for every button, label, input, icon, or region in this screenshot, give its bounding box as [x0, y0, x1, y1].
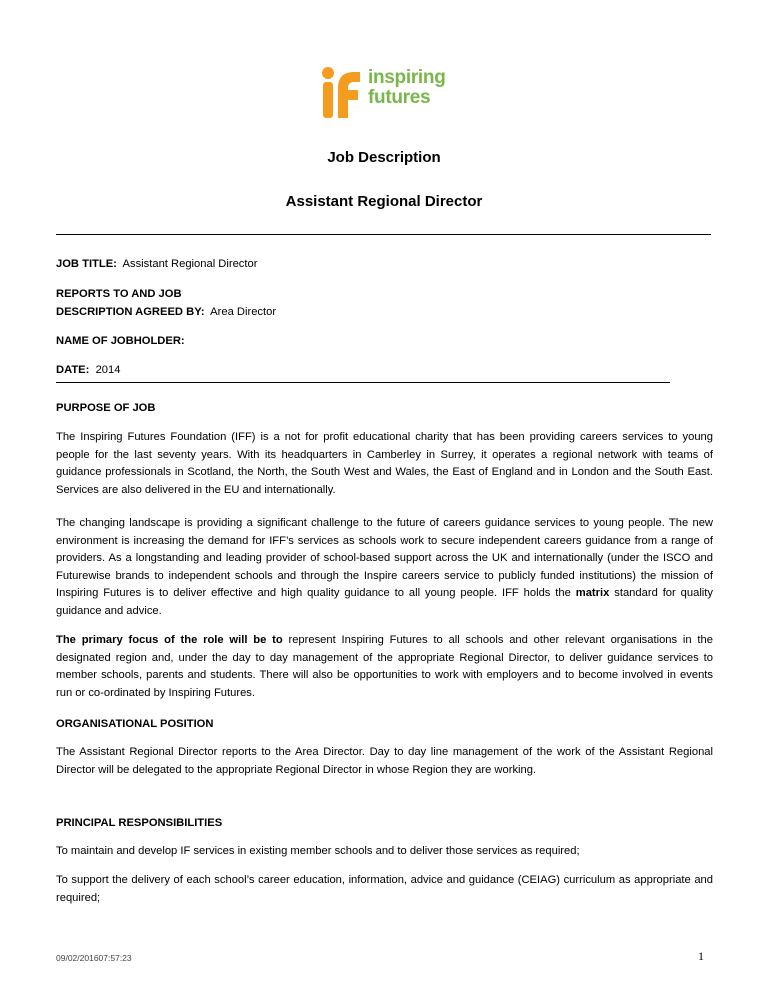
- purpose-p2-text: The changing landscape is providing a significant challenge to the future of careers guidance services to young people. The new environment is increasing the demand for IFF’s services as schools work to secure independent careers guidance from a range of providers. As a longstanding and leading provider of school-based support across the UK and internationally (under the ISCO and Futurewise brands to independent schools and through the Inspire careers service to publicly funded institutions) the mission of Inspiring Futures is to deliver effective and high quality guidance to all young people. IFF holds the: [56, 517, 713, 599]
- job-title-field: [56, 256, 713, 274]
- date-value: 2014: [95, 364, 121, 376]
- responsibility-item-2: To support the delivery of each school’s career education, information, advice and guidance (CEIAG) curriculum as appropriate and required;: [56, 874, 713, 904]
- purpose-p2-end: standard for quality guidance and advice.: [56, 587, 713, 617]
- inspiring-futures-logo: [320, 66, 450, 122]
- responsibilities-heading: PRINCIPAL RESPONSIBILITIES: [56, 817, 223, 829]
- jobholder-label: NAME OF JOBHOLDER:: [56, 335, 185, 347]
- reports-value: Area Director: [210, 305, 277, 318]
- jobholder-field: [56, 333, 713, 351]
- document-subtitle: Assistant Regional Director: [285, 193, 483, 210]
- job-title-value: Assistant Regional Director: [122, 258, 258, 270]
- reports-label-line-2: DESCRIPTION AGREED BY:: [56, 305, 205, 318]
- logo-line-2: futures: [368, 87, 431, 108]
- responsibility-item-1: To maintain and develop IF services in existing member schools and to deliver those services as required;: [56, 845, 580, 857]
- logo-line-1: inspiring: [368, 67, 446, 88]
- org-heading: ORGANISATIONAL POSITION: [56, 718, 214, 730]
- purpose-paragraph-3: [56, 632, 713, 702]
- matrix-term: matrix: [575, 587, 610, 599]
- purpose-p3-text: represent Inspiring Futures to all schools and other relevant organisations in the designated region and, under the day to day management of the appropriate Regional Director, to deliver guidance services to member schools, parents and students. There will also be opportunities to work with employers and to become involved in events run or co-ordinated by Inspiring Futures.: [56, 634, 713, 699]
- reports-to-field: [56, 286, 713, 321]
- purpose-heading: PURPOSE OF JOB: [56, 402, 156, 414]
- divider-fields: [56, 382, 670, 383]
- date-label: DATE:: [56, 364, 90, 376]
- org-paragraph: The Assistant Regional Director reports to the Area Director. Day to day line management of the work of the Assistant Regional Director will be delegated to the appropriate Regional Director in whose Region they are working.: [56, 746, 713, 776]
- page-number: 1: [698, 949, 704, 963]
- footer-timestamp: 09/02/201607:57:23: [56, 953, 132, 963]
- logo-wordmark: [368, 68, 446, 108]
- reports-label-line-1: REPORTS TO AND JOB: [56, 288, 182, 300]
- purpose-paragraph-2: [56, 515, 713, 620]
- document-title: Job Description: [327, 149, 441, 166]
- if-logo-mark-icon: [320, 66, 368, 122]
- job-title-label: JOB TITLE:: [56, 258, 117, 270]
- date-field: [56, 362, 713, 380]
- purpose-paragraph-1: The Inspiring Futures Foundation (IFF) is a not for profit educational charity that has been providing careers services to young people for the last seventy years. With its headquarters in Camberley in Surrey, it operates a regional network with teams of guidance professionals in Scotland, the North, the South West and Wales, the East of England and in London and the South East. Services are also delivered in the EU and internationally.: [56, 431, 713, 496]
- divider-top: [56, 234, 711, 235]
- primary-focus-label: The primary focus of the role will be to: [56, 634, 283, 646]
